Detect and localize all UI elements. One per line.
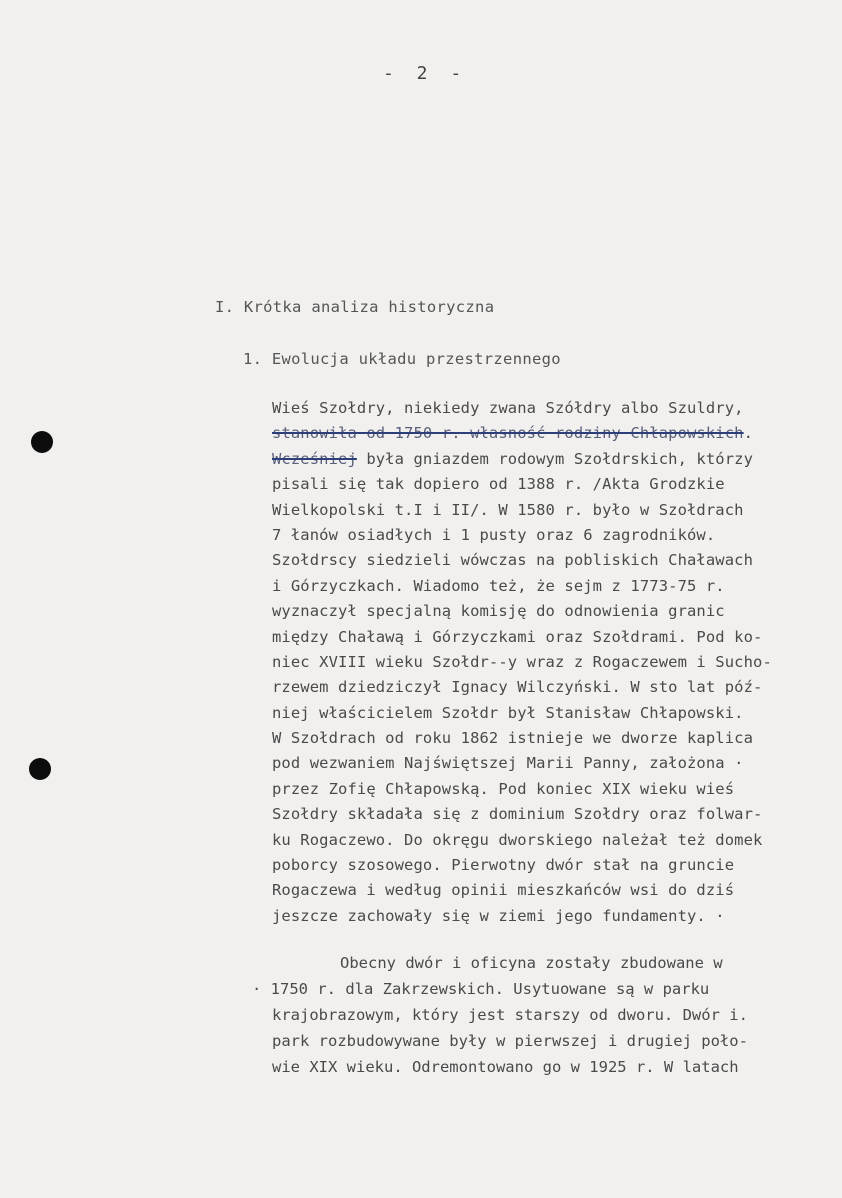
text-line: krajobrazowym, który jest starszy od dworu. Dwór i.: [272, 1006, 748, 1024]
text-line: Szołdrscy siedzieli wówczas na pobliskich Chaławach: [272, 551, 754, 570]
text-line: 7 łanów osiadłych i 1 pusty oraz 6 zagrodników.: [272, 525, 716, 544]
text-fragment: była gniazdem rodowym Szołdrskich, którzy: [356, 449, 754, 468]
paragraph-2: [252, 950, 842, 1080]
text-line: pod wezwaniem Najświętszej Marii Panny, założona ·: [272, 754, 744, 773]
text-line: Wieś Szołdry, niekiedy zwana Szółdry albo Szuldry,: [272, 399, 744, 417]
text-line: poborcy szosowego. Pierwotny dwór stał na gruncie: [272, 856, 735, 875]
struck-text: Wcześniej: [272, 449, 357, 468]
punch-hole-bottom: [29, 758, 51, 780]
punch-hole-top: [31, 431, 53, 453]
section-title: I. Krótka analiza historyczna: [215, 298, 495, 316]
text-line: · 1750 r. dla Zakrzewskich. Usytuowane są w parku: [252, 980, 710, 998]
text-line: niec XVIII wieku Szołdr--y wraz z Rogaczewem i Sucho-: [272, 652, 772, 671]
text-line: i Górzyczkach. Wiadomo też, że sejm z 1773-75 r.: [272, 576, 725, 595]
text-line: [272, 421, 842, 446]
paragraph-1: [272, 396, 842, 929]
text-line: rzewem dziedziczył Ignacy Wilczyński. W sto lat póź-: [272, 678, 763, 697]
text-line: park rozbudowywane były w pierwszej i drugiej poło-: [272, 1032, 748, 1050]
struck-text: stanowiła od 1750 r. własność rodziny Chłapowskich: [272, 424, 744, 443]
text-line: Szołdry składała się z dominium Szołdry oraz folwar-: [272, 805, 763, 824]
text-line: niej właścicielem Szołdr był Stanisław Chłapowski.: [272, 703, 744, 722]
text-line: Wielkopolski t.I i II/. W 1580 r. było w Szołdrach: [272, 500, 744, 519]
text-fragment: .: [743, 424, 754, 443]
subsection-title: 1. Ewolucja układu przestrzennego: [243, 350, 561, 368]
text-line: ku Rogaczewo. Do okręgu dworskiego należał też domek: [272, 830, 763, 849]
text-line: pisali się tak dopiero od 1388 r. /Akta Grodzkie: [272, 475, 725, 494]
text-line: wyznaczył specjalną komisję do odnowienia granic: [272, 602, 725, 621]
page-number: - 2 -: [383, 63, 468, 84]
text-line: Rogaczewa i według opinii mieszkańców wsi do dziś: [272, 881, 735, 900]
text-line: [272, 447, 842, 472]
text-line: przez Zofię Chłapowską. Pod koniec XIX wieku wieś: [272, 779, 735, 798]
text-line: Obecny dwór i oficyna zostały zbudowane w: [340, 954, 723, 972]
text-line: W Szołdrach od roku 1862 istnieje we dworze kaplica: [272, 729, 754, 748]
text-line: między Chaławą i Górzyczkami oraz Szołdrami. Pod ko-: [272, 627, 763, 646]
text-line: jeszcze zachowały się w ziemi jego fundamenty. ·: [272, 906, 725, 925]
text-line: wie XIX wieku. Odremontowano go w 1925 r. W latach: [272, 1058, 739, 1076]
